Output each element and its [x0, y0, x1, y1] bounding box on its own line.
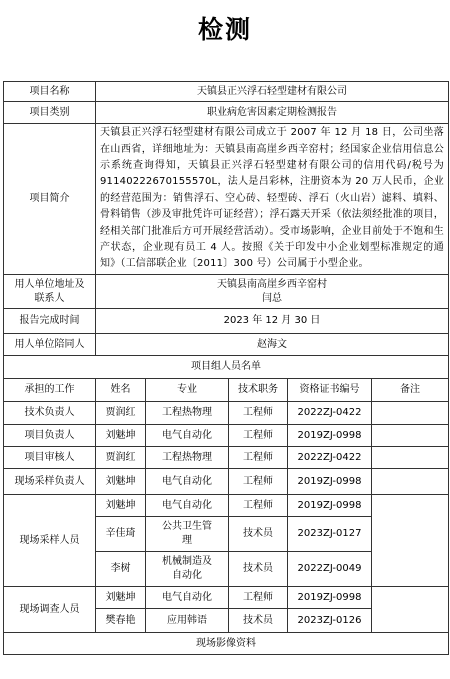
role-cell: 项目负责人	[4, 425, 96, 447]
escort-value: 赵海文	[96, 334, 449, 356]
cert-cell: 2019ZJ-0998	[288, 425, 372, 447]
title-cell: 工程师	[229, 425, 288, 447]
row-team-title	[4, 356, 449, 379]
address-value-line2: 闫总	[262, 292, 282, 304]
title-cell: 工程师	[229, 402, 288, 425]
cert-cell: 2023ZJ-0127	[288, 517, 372, 552]
major-cell	[146, 517, 229, 552]
role-cell: 现场采样人员	[4, 495, 96, 587]
table-row	[4, 587, 449, 609]
title-cell: 工程师	[229, 587, 288, 609]
major-cell: 工程热物理	[146, 447, 229, 469]
title-cell: 工程师	[229, 469, 288, 495]
major-line1: 公共卫生管	[162, 521, 212, 532]
header-name: 姓名	[96, 379, 146, 402]
header-remark: 备注	[372, 379, 449, 402]
project-intro-label: 项目简介	[4, 124, 96, 275]
table-row	[4, 402, 449, 425]
project-name-label: 项目名称	[4, 82, 96, 102]
team-section-title: 项目组人员名单	[4, 356, 449, 379]
header-cert: 资格证书编号	[288, 379, 372, 402]
name-cell: 贾润红	[96, 447, 146, 469]
project-type-label: 项目类别	[4, 102, 96, 124]
role-cell: 技术负责人	[4, 402, 96, 425]
name-cell: 樊春艳	[96, 609, 146, 633]
photos-section-title: 现场影像资料	[4, 633, 449, 655]
major-cell: 电气自动化	[146, 587, 229, 609]
major-line2: 自动化	[172, 570, 202, 581]
remark-cell	[372, 402, 449, 425]
cert-cell: 2022ZJ-0049	[288, 552, 372, 587]
cert-cell: 2022ZJ-0422	[288, 402, 372, 425]
row-project-type	[4, 102, 449, 124]
name-cell: 刘魅坤	[96, 425, 146, 447]
title-cell: 技术员	[229, 609, 288, 633]
major-cell: 电气自动化	[146, 425, 229, 447]
major-cell: 电气自动化	[146, 495, 229, 517]
remark-cell	[372, 425, 449, 447]
row-escort	[4, 334, 449, 356]
report-date-value: 2023 年 12 月 30 日	[96, 309, 449, 334]
project-intro-value: 天镇县正兴浮石轻型建材有限公司成立于 2007 年 12 月 18 日，公司坐落在山西省，详细地址为：天镇县南高崖乡西辛窑村；经国家企业信用信息公示系统查询得知，天镇县正兴浮石轻型建材有限公司的信用代码/税号为 91140222670155570L，法人是吕彩林，注册资本为 20 万人民币，企业的经营范围为：销售浮石、空心砖、轻型砖、浮石（火山岩）滤料、填料、骨料销售（涉及审批凭许可证经营）；浮石露天开采（依法须经批准的项目，经相关部门批准后方可开展经营活动）。受市场影响，企业目前处于不饱和生产状态，企业现有员工 4 人。按照《关于印发中小企业划型标准规定的通知》（工信部联企业〔2011〕300 号）公司属于小型企业。	[96, 124, 449, 275]
table-row	[4, 495, 449, 517]
header-role: 承担的工作	[4, 379, 96, 402]
title-cell: 工程师	[229, 495, 288, 517]
title-cell: 技术员	[229, 517, 288, 552]
project-type-value: 职业病危害因素定期检测报告	[96, 102, 449, 124]
title-cell: 工程师	[229, 447, 288, 469]
major-cell: 应用韩语	[146, 609, 229, 633]
name-cell: 贾润红	[96, 402, 146, 425]
address-value	[96, 275, 449, 309]
title-cell: 技术员	[229, 552, 288, 587]
row-team-headers	[4, 379, 449, 402]
row-address	[4, 275, 449, 309]
table-row	[4, 425, 449, 447]
remark-cell	[372, 469, 449, 495]
name-cell: 刘魅坤	[96, 469, 146, 495]
row-photos-title	[4, 633, 449, 655]
major-line1: 机械制造及	[162, 556, 212, 567]
cert-cell: 2019ZJ-0998	[288, 469, 372, 495]
address-value-line1: 天镇县南高崖乡西辛窑村	[217, 278, 327, 290]
role-cell: 项目审核人	[4, 447, 96, 469]
address-label-line2: 联系人	[34, 292, 65, 304]
name-cell: 辛佳琦	[96, 517, 146, 552]
cert-cell: 2023ZJ-0126	[288, 609, 372, 633]
major-line2: 理	[182, 535, 192, 546]
page-title: 检测	[197, 15, 252, 44]
escort-label: 用人单位陪同人	[4, 334, 96, 356]
major-cell: 电气自动化	[146, 469, 229, 495]
role-cell: 现场采样负责人	[4, 469, 96, 495]
address-label-line1: 用人单位地址及	[14, 278, 85, 290]
cert-cell: 2022ZJ-0422	[288, 447, 372, 469]
project-name-value: 天镇县正兴浮石轻型建材有限公司	[96, 82, 449, 102]
address-label	[4, 275, 96, 309]
row-report-date	[4, 309, 449, 334]
header-major: 专业	[146, 379, 229, 402]
remark-cell	[372, 447, 449, 469]
name-cell: 李树	[96, 552, 146, 587]
name-cell: 刘魅坤	[96, 587, 146, 609]
row-project-intro	[4, 124, 449, 275]
report-table	[3, 81, 449, 655]
cert-cell: 2019ZJ-0998	[288, 587, 372, 609]
table-row	[4, 447, 449, 469]
remark-cell	[372, 587, 449, 633]
major-cell	[146, 552, 229, 587]
name-cell: 刘魅坤	[96, 495, 146, 517]
report-date-label: 报告完成时间	[4, 309, 96, 334]
cert-cell: 2019ZJ-0998	[288, 495, 372, 517]
major-cell: 工程热物理	[146, 402, 229, 425]
header-title: 技术职务	[229, 379, 288, 402]
role-cell: 现场调查人员	[4, 587, 96, 633]
row-project-name	[4, 82, 449, 102]
table-row	[4, 469, 449, 495]
remark-cell	[372, 495, 449, 587]
